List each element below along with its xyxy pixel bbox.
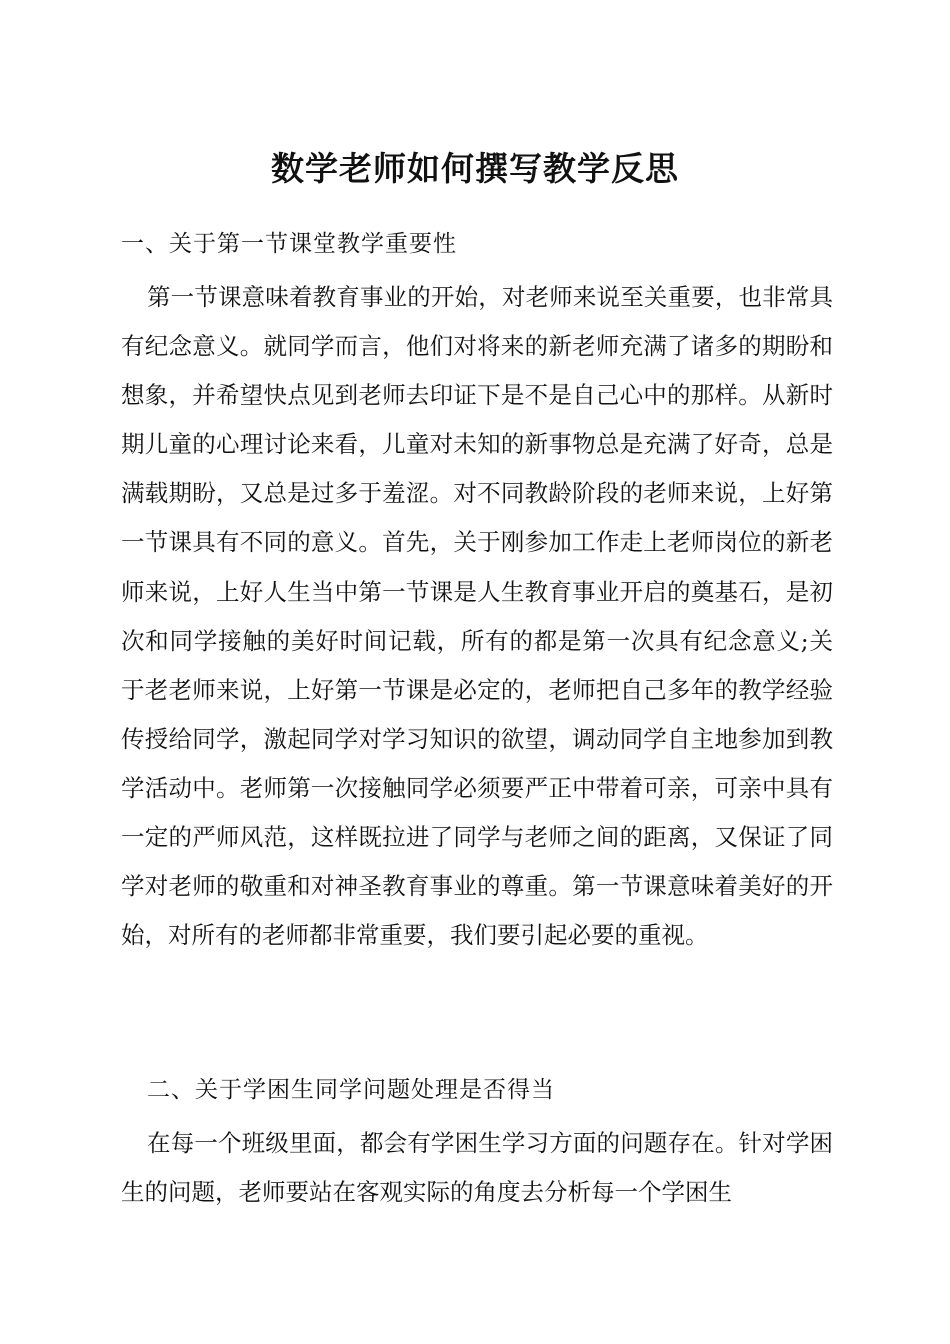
section-heading-2: 二、关于学困生同学问题处理是否得当 <box>147 1077 555 1103</box>
section-heading-1: 一、关于第一节课堂教学重要性 <box>121 231 457 257</box>
section-body-2: 在每一个班级里面，都会有学困生学习方面的问题存在。针对学困生的问题，老师要站在客观实际的角度去分析每一个学困生 <box>121 1129 833 1207</box>
section-body-1: 第一节课意味着教育事业的开始，对老师来说至关重要，也非常具有纪念意义。就同学而言，他们对将来的新老师充满了诸多的期盼和想象，并希望快点见到老师去印证下是不是自己心中的那样。从新时期儿童的心理讨论来看，儿童对未知的新事物总是充满了好奇，总是满载期盼，又总是过多于羞涩。对不同教龄阶段的老师来说，上好第一节课具有不同的意义。首先，关于刚参加工作走上老师岗位的新老师来说，上好人生当中第一节课是人生教育事业开启的奠基石，是初次和同学接触的美好时间记载，所有的都是第一次具有纪念意义;关于老老师来说，上好第一节课是必定的，老师把自己多年的教学经验传授给同学，激起同学对学习知识的欲望，调动同学自主地参加到教学活动中。老师第一次接触同学必须要严正中带着可亲，可亲中具有一定的严师风范，这样既拉进了同学与老师之间的距离，又保证了同学对老师的敬重和对神圣教育事业的尊重。第一节课意味着美好的开始，对所有的老师都非常重要，我们要引起必要的重视。 <box>121 283 833 950</box>
document-title: 数学老师如何撰写教学反思 <box>271 149 679 188</box>
